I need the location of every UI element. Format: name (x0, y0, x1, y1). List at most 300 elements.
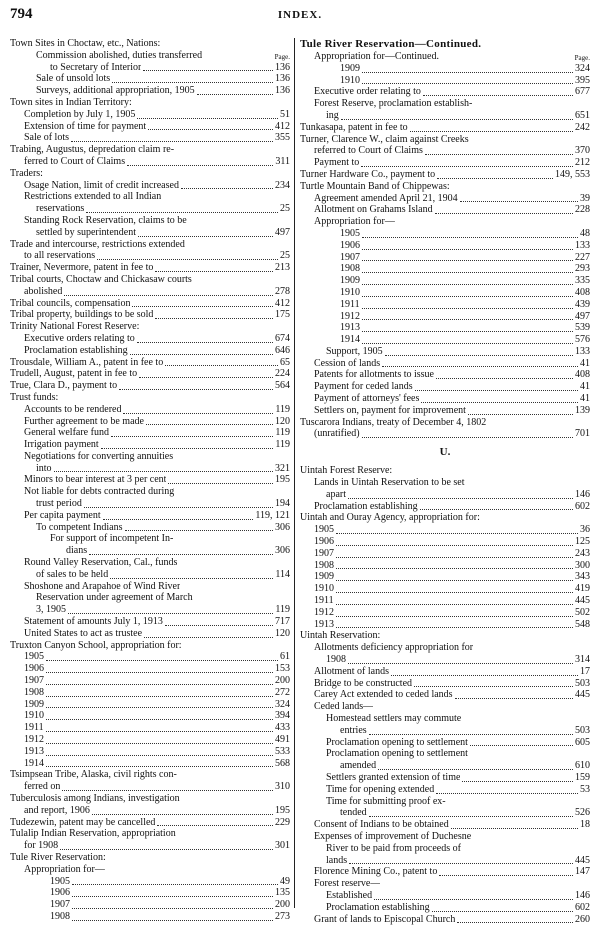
dot-leader (382, 366, 578, 367)
dot-leader (423, 95, 573, 96)
page-reference: 224 (275, 368, 290, 380)
entry-text: Lands in Uintah Reservation to be set (314, 477, 465, 489)
index-entry (10, 109, 290, 121)
entry-text: 1906 (50, 887, 70, 899)
entry-text: Trudell, August, patent in fee to (10, 368, 138, 380)
index-entry (300, 157, 590, 169)
page-reference: 311 (275, 155, 290, 167)
entry-text: Tudezewin, patent may be cancelled (10, 816, 156, 828)
dot-leader (111, 436, 273, 437)
page-reference: 306 (275, 521, 290, 533)
dot-leader (362, 296, 573, 297)
page-reference: 119 (275, 604, 290, 616)
dot-leader (362, 249, 573, 250)
entry-text: Restrictions extended to all Indian (24, 191, 162, 203)
page-reference: 395 (575, 74, 590, 86)
entry-text: Time for submitting proof ex- (326, 795, 446, 807)
dot-leader (143, 70, 273, 71)
dot-leader (436, 378, 573, 379)
entry-text: Turner, Clarence W., claim against Creeks (300, 133, 469, 145)
page-header (0, 6, 600, 26)
index-entry (300, 38, 590, 51)
page-reference: 321 (275, 462, 290, 474)
entry-text: Settlers on, payment for improvement (314, 404, 466, 416)
entry-text: Expenses of improvement of Duchesne (314, 830, 472, 842)
page-reference: 194 (275, 498, 290, 510)
index-entry (300, 642, 590, 654)
dot-leader (92, 814, 273, 815)
entry-text: Shoshone and Arapahoe of Wind River (24, 580, 181, 592)
dot-leader (362, 83, 573, 84)
page-reference: 119, 121 (255, 509, 290, 521)
entry-text: Not liable for debts contracted during (24, 486, 175, 498)
dot-leader (46, 743, 273, 744)
index-entry (10, 840, 290, 852)
entry-text: To competent Indians (36, 521, 123, 533)
index-entry (10, 333, 290, 345)
index-entry (300, 334, 590, 346)
page-reference: 502 (575, 606, 590, 618)
index-entry (300, 843, 590, 855)
index-entry (300, 713, 590, 725)
entry-text: Traders: (10, 167, 43, 179)
index-entry (10, 286, 290, 298)
entry-text: 1906 (314, 536, 334, 548)
dot-leader (336, 616, 573, 617)
index-entry (10, 227, 290, 239)
entry-text: Florence Mining Co., patent to (314, 866, 438, 878)
page-reference: 53 (580, 783, 590, 795)
dot-leader (420, 509, 573, 510)
entry-text: Executive order relating to (314, 86, 421, 98)
dot-leader (165, 625, 273, 626)
entry-text: 1909 (340, 275, 360, 287)
entry-text: Sale of unsold lots (36, 73, 111, 85)
dot-leader (138, 236, 273, 237)
index-entry (10, 651, 290, 663)
dot-leader (437, 178, 553, 179)
dot-leader (362, 284, 573, 285)
entry-text: tended (340, 807, 367, 819)
entry-text: Completion by July 1, 1905 (24, 108, 136, 120)
index-entry (10, 132, 290, 144)
dot-leader (130, 354, 273, 355)
entry-text: of sales to be held (36, 568, 109, 580)
index-entry (10, 876, 290, 888)
entry-text: Time for opening extended (326, 783, 435, 795)
index-entry (300, 358, 590, 370)
dot-leader (132, 306, 273, 307)
index-entry (10, 215, 290, 227)
index-entry (10, 545, 290, 557)
entry-text: Minors to bear interest at 3 per cent (24, 474, 167, 486)
entry-text: 1907 (340, 251, 360, 263)
dot-leader (336, 580, 573, 581)
dot-leader (71, 141, 273, 142)
page-reference: 200 (275, 675, 290, 687)
entry-text: 1907 (314, 547, 334, 559)
dot-leader (439, 875, 573, 876)
page-reference: 503 (575, 677, 590, 689)
entry-text: Uintah Reservation: (300, 630, 381, 642)
entry-text: 1913 (314, 618, 334, 630)
entry-text: Surveys, additional appropriation, 1905 (36, 85, 195, 97)
dot-leader (468, 414, 573, 415)
index-entry (300, 51, 590, 63)
index-entry (10, 144, 290, 156)
page-reference: 195 (275, 474, 290, 486)
dot-leader (362, 260, 573, 261)
index-entry (300, 583, 590, 595)
index-entry (10, 62, 290, 74)
dot-leader (72, 896, 273, 897)
entry-text: River to be paid from proceeds of (326, 842, 461, 854)
entry-text: 1907 (50, 899, 70, 911)
entry-text: referred to Court of Claims (314, 145, 423, 157)
index-entry (300, 878, 590, 890)
index-entry (300, 169, 590, 181)
entry-text: 1910 (340, 74, 360, 86)
page-reference: 439 (575, 298, 590, 310)
dot-leader (60, 849, 273, 850)
index-entry (300, 465, 590, 477)
page-reference: 419 (575, 583, 590, 595)
page-reference: 25 (280, 203, 290, 215)
index-entry (300, 134, 590, 146)
entry-text: 1908 (50, 910, 70, 922)
index-entry (10, 73, 290, 85)
entry-text: Consent of Indians to be obtained (314, 819, 449, 831)
page-reference: 324 (575, 62, 590, 74)
page-reference: 41 (580, 393, 590, 405)
entry-text: Homestead settlers may commute (326, 712, 462, 724)
page-reference: 646 (275, 344, 290, 356)
index-entry (10, 628, 290, 640)
page-reference: 243 (575, 547, 590, 559)
index-entry (300, 75, 590, 87)
index-entry (300, 216, 590, 228)
index-entry (300, 701, 590, 713)
page-reference: 314 (575, 653, 590, 665)
index-entry (10, 97, 290, 109)
index-entry (300, 654, 590, 666)
index-entry (10, 239, 290, 251)
page-reference: 136 (275, 85, 290, 97)
index-entry (300, 819, 590, 831)
page-reference: 300 (575, 559, 590, 571)
dot-leader (46, 684, 273, 685)
index-entry (10, 592, 290, 604)
page-reference: 278 (275, 285, 290, 297)
entry-text: Patents for allotments to issue (314, 369, 434, 381)
index-entry (10, 262, 290, 274)
entry-text: Turtle Mountain Band of Chippewas: (300, 180, 450, 192)
index-entry (300, 204, 590, 216)
dot-leader (348, 498, 573, 499)
page-reference: 491 (275, 734, 290, 746)
page-reference: 41 (580, 357, 590, 369)
page-reference: 433 (275, 722, 290, 734)
dot-leader (123, 413, 273, 414)
dot-leader (46, 696, 273, 697)
index-entry (10, 427, 290, 439)
page-reference: 576 (575, 334, 590, 346)
dot-leader (137, 342, 273, 343)
dot-leader (112, 82, 273, 83)
page-column-heading: Page. (574, 54, 590, 63)
dot-leader (86, 212, 278, 213)
entry-text: 1913 (24, 745, 44, 757)
entry-text: 1905 (340, 227, 360, 239)
entry-text: 1913 (340, 322, 360, 334)
dot-leader (62, 790, 273, 791)
entry-text: 1908 (314, 559, 334, 571)
dot-leader (101, 448, 274, 449)
dot-leader (46, 731, 273, 732)
page-number: 794 (10, 6, 33, 22)
page-reference: 602 (575, 500, 590, 512)
dot-leader (385, 355, 573, 356)
index-entry (10, 793, 290, 805)
entry-text: Allotments deficiency appropriation for (314, 642, 474, 654)
dot-leader (68, 613, 273, 614)
index-entry (300, 428, 590, 440)
index-entry (300, 417, 590, 429)
index-entry (300, 228, 590, 240)
entry-text: Commission abolished, duties transferred (36, 49, 203, 61)
page-reference: 408 (575, 286, 590, 298)
entry-text: lands (326, 854, 348, 866)
index-entry (300, 725, 590, 737)
index-entry (300, 240, 590, 252)
index-entry (300, 322, 590, 334)
dot-leader (410, 131, 573, 132)
entry-text: Payment of attorneys' fees (314, 393, 420, 405)
page-reference: 213 (275, 262, 290, 274)
page-reference: 445 (575, 595, 590, 606)
index-entry (10, 522, 290, 534)
page-reference: 674 (275, 332, 290, 344)
left-column (10, 38, 290, 923)
page-reference: 65 (280, 356, 290, 368)
page-reference: 136 (275, 61, 290, 73)
index-entry (10, 274, 290, 286)
entry-text: Proclamation establishing (24, 344, 128, 356)
dot-leader (361, 166, 573, 167)
page-reference: 234 (275, 179, 290, 191)
entry-text: Cession of lands (314, 357, 381, 369)
dot-leader (46, 672, 273, 673)
dot-leader (336, 533, 578, 534)
index-entry (300, 689, 590, 701)
index-entry (10, 864, 290, 876)
index-entry (300, 595, 590, 607)
entry-text: Truxton Canyon School, appropriation for: (10, 639, 182, 651)
index-entry (300, 86, 590, 98)
entry-text: 1912 (24, 734, 44, 746)
entry-text: Irrigation payment (24, 439, 99, 451)
entry-text: Reservation under agreement of March (36, 592, 193, 604)
page-reference: 229 (275, 816, 290, 828)
page-reference: 408 (575, 369, 590, 381)
dot-leader (460, 201, 578, 202)
index-entry (10, 474, 290, 486)
dot-leader (457, 922, 573, 923)
index-entry (10, 298, 290, 310)
entry-text: Sale of lots (24, 132, 69, 144)
entry-text: Grant of lands to Episcopal Church (314, 913, 456, 925)
dot-leader (46, 755, 273, 756)
entry-text: ing (326, 109, 339, 121)
page-reference: 36 (580, 524, 590, 536)
dot-leader (435, 213, 573, 214)
index-entry (300, 311, 590, 323)
index-entry (300, 145, 590, 157)
page-reference: 17 (580, 665, 590, 677)
page-reference: 293 (575, 263, 590, 275)
index-entry (300, 181, 590, 193)
index-entry (300, 866, 590, 878)
dot-leader (64, 295, 273, 296)
entry-text: Proclamation establishing (314, 500, 418, 512)
page-reference: 139 (575, 404, 590, 416)
dot-leader (362, 72, 573, 73)
index-entry (300, 381, 590, 393)
page-reference: 242 (575, 121, 590, 133)
index-entry (10, 50, 290, 62)
index-entry (10, 486, 290, 498)
entry-text: Trust funds: (10, 391, 59, 403)
entry-text: Agreement amended April 21, 1904 (314, 192, 458, 204)
index-entry (10, 533, 290, 545)
index-entry (10, 710, 290, 722)
dot-leader (462, 781, 573, 782)
dot-leader (165, 365, 278, 366)
index-entry (300, 193, 590, 205)
entry-text: Osage Nation, limit of credit increased (24, 179, 179, 191)
dot-leader (349, 863, 573, 864)
index-entry (300, 63, 590, 75)
entry-text: True, Clara D., payment to (10, 380, 118, 392)
dot-leader (89, 554, 273, 555)
dot-leader (125, 530, 274, 531)
entry-text: 1910 (340, 286, 360, 298)
index-entry (10, 203, 290, 215)
page-reference: 497 (275, 226, 290, 238)
index-entry (10, 368, 290, 380)
index-entry (300, 737, 590, 749)
dot-leader (46, 707, 273, 708)
page-reference: 564 (275, 380, 290, 392)
dot-leader (148, 129, 273, 130)
entry-text: 1906 (24, 663, 44, 675)
entry-text: Payment for ceded lands (314, 381, 413, 393)
page-reference: 120 (275, 415, 290, 427)
entry-text: Allotment on Grahams Island (314, 204, 433, 216)
dot-leader (168, 483, 273, 484)
page-reference: 147 (575, 866, 590, 878)
entry-text: Town Sites in Choctaw, etc., Nations: (10, 38, 161, 49)
page-reference: 610 (575, 760, 590, 772)
page-reference: 605 (575, 736, 590, 748)
entry-text: settled by superintendent (36, 226, 136, 238)
dot-leader (146, 424, 273, 425)
dot-leader (362, 237, 578, 238)
page-reference: 51 (280, 108, 290, 120)
entry-text: entries (340, 724, 367, 736)
index-entry (300, 914, 590, 925)
dot-leader (421, 402, 578, 403)
page-reference: 324 (275, 698, 290, 710)
entry-text: Trousdale, William A., patent in fee to (10, 356, 164, 368)
dot-leader (155, 318, 273, 319)
index-entry (10, 699, 290, 711)
dot-leader (369, 816, 573, 817)
page-reference: 301 (275, 840, 290, 852)
entry-text: reservations (36, 203, 85, 215)
dot-leader (336, 604, 573, 605)
entry-text: 1906 (340, 239, 360, 251)
entry-text: Tule River Reservation—Continued. (300, 38, 482, 50)
dot-leader (181, 188, 273, 189)
index-entry (10, 746, 290, 758)
index-entry (10, 663, 290, 675)
page-reference: 18 (580, 819, 590, 831)
index-entry (10, 404, 290, 416)
page-reference: 539 (575, 322, 590, 334)
dot-leader (362, 272, 573, 273)
entry-text: Appropriation for— (314, 216, 395, 228)
entry-text: for 1908 (24, 840, 59, 852)
index-entry (300, 666, 590, 678)
entry-text: Town sites in Indian Territory: (10, 96, 132, 108)
index-entry (10, 722, 290, 734)
index-entry (300, 748, 590, 760)
dot-leader (451, 828, 578, 829)
page-reference: 49 (280, 875, 290, 887)
page-reference: 212 (575, 157, 590, 169)
index-entry (300, 524, 590, 536)
dot-leader (155, 271, 273, 272)
entry-text: Tribal councils, compensation (10, 297, 131, 309)
entry-text: (unratified) (314, 428, 360, 440)
page-reference: 119 (275, 439, 290, 451)
dot-leader (336, 592, 573, 593)
entry-text: 1914 (24, 757, 44, 769)
index-entry (10, 321, 290, 333)
page-reference: 175 (275, 309, 290, 321)
entry-text: Bridge to be constructed (314, 677, 413, 689)
dot-leader (362, 308, 573, 309)
index-entry (300, 287, 590, 299)
dot-leader (72, 884, 278, 885)
page-reference: 25 (280, 250, 290, 262)
entry-text: Tulalip Indian Reservation, appropriation (10, 828, 176, 840)
index-entry (300, 536, 590, 548)
entry-text: Executive orders relating to (24, 332, 135, 344)
entry-text: Settlers granted extension of time (326, 771, 461, 783)
index-entry (10, 380, 290, 392)
index-entry (300, 619, 590, 631)
entry-text: Per capita payment (24, 509, 101, 521)
page-reference: 146 (575, 488, 590, 500)
index-entry (10, 675, 290, 687)
index-entry (300, 405, 590, 417)
entry-text: Trade and intercourse, restrictions extended (10, 238, 185, 250)
entry-text: 1910 (24, 710, 44, 722)
dot-leader (103, 519, 254, 520)
entry-text: to all reservations (24, 250, 96, 262)
